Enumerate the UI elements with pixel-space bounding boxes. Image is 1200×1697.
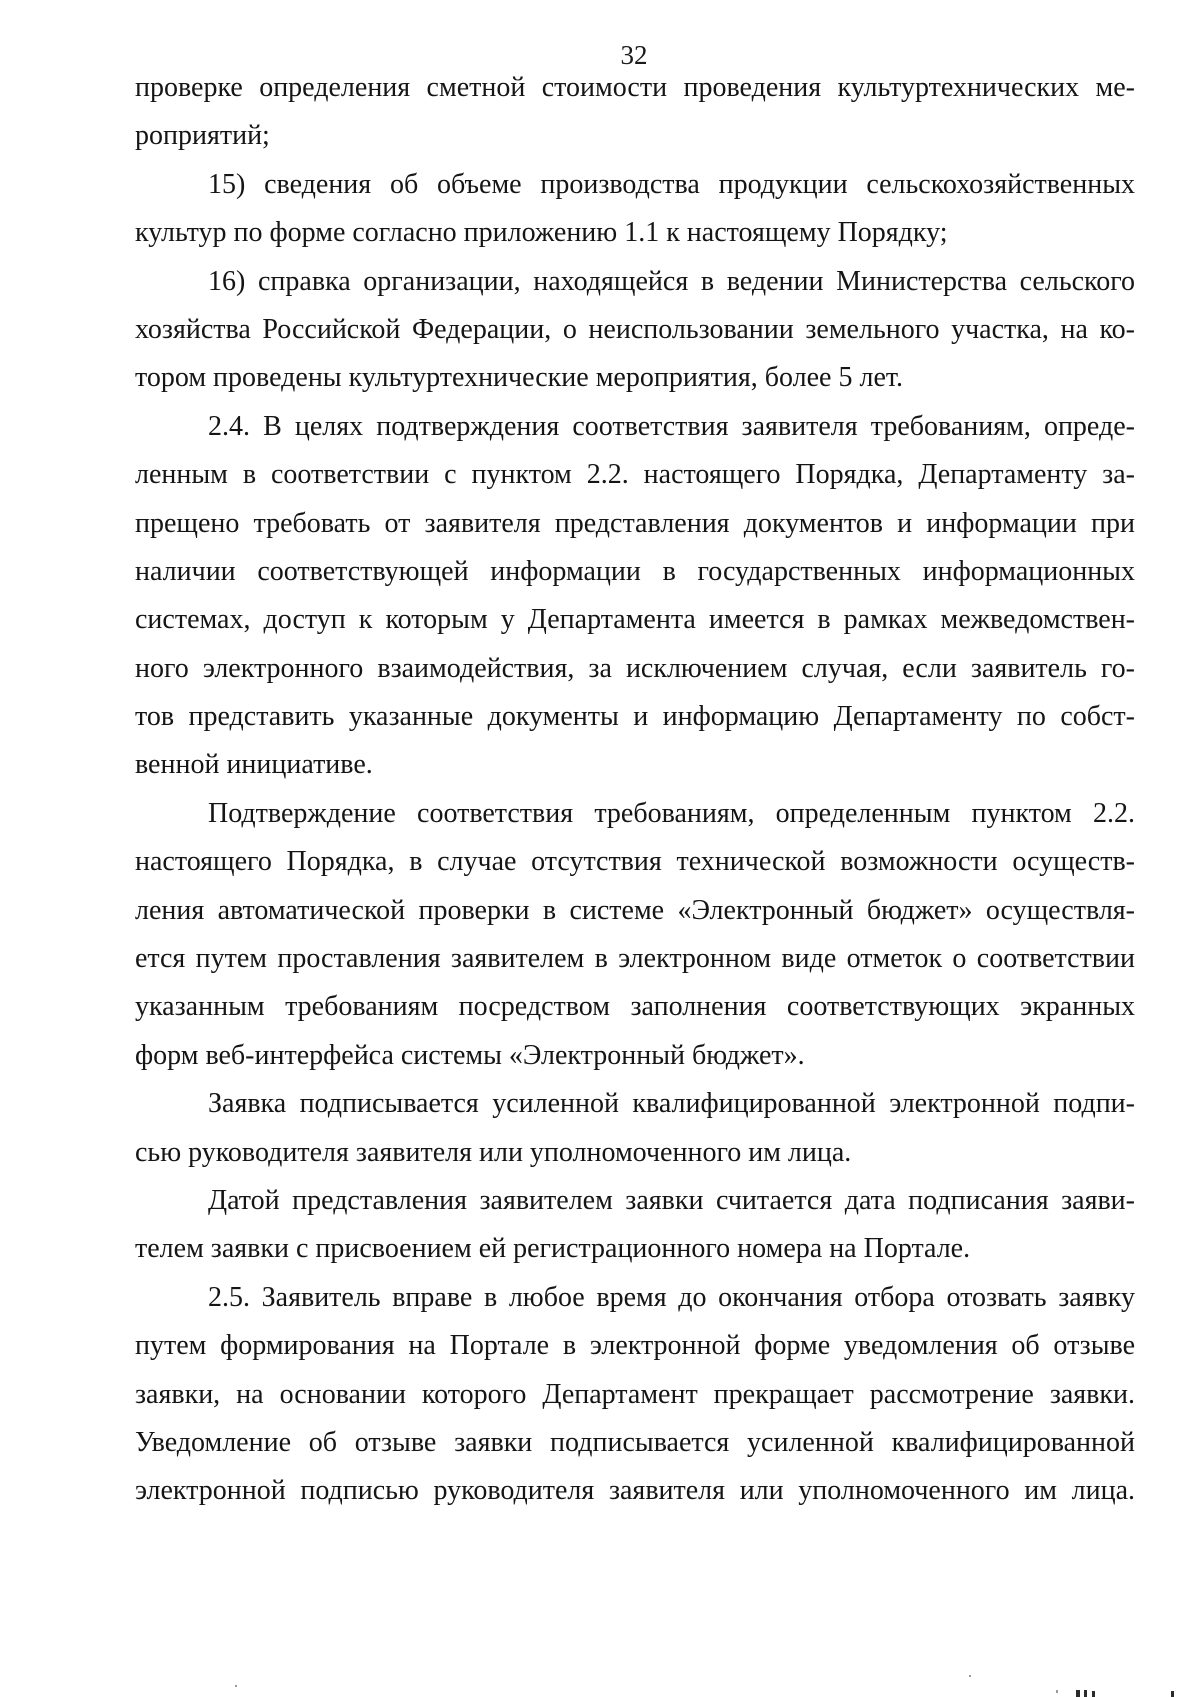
text-line: ного электронного взаимодействия, за исключением случая, если заявитель го-	[135, 652, 1135, 684]
scan-artifact	[1171, 1691, 1174, 1697]
text-line: 16) справка организации, находящейся в ведении Министерства сельского	[208, 265, 1135, 297]
text-line: системах, доступ к которым у Департамента имеется в рамках межведомствен-	[135, 604, 1135, 636]
text-body	[135, 64, 1135, 1516]
text-line: заявки, на основании которого Департамент прекращает рассмотрение заявки.	[135, 1378, 1135, 1410]
text-line: тов представить указанные документы и информацию Департаменту по собст-	[135, 701, 1135, 733]
text-line: ленным в соответствии с пунктом 2.2. настоящего Порядка, Департаменту за-	[135, 459, 1135, 491]
text-line: Уведомление об отзыве заявки подписывается усиленной квалифицированной	[135, 1426, 1135, 1458]
scan-artifact	[1076, 1690, 1080, 1697]
text-line: венной инициативе.	[135, 749, 373, 781]
text-line: 2.5. Заявитель вправе в любое время до окончания отбора отозвать заявку	[208, 1281, 1135, 1313]
text-line: 2.4. В целях подтверждения соответствия заявителя требованиям, опреде-	[208, 410, 1135, 442]
text-line: роприятий;	[135, 120, 270, 152]
text-line: проверке определения сметной стоимости проведения культуртехнических ме-	[135, 72, 1135, 103]
text-line: ления автоматической проверки в системе «Электронный бюджет» осуществля-	[135, 894, 1135, 926]
text-line: указанным требованиям посредством заполнения соответствующих экранных	[135, 991, 1135, 1023]
text-line: ется путем проставления заявителем в электронном виде отметок о соответствии	[135, 943, 1135, 975]
text-line: сью руководителя заявителя или уполномоченного им лица.	[135, 1136, 852, 1168]
text-line: 15) сведения об объеме производства продукции сельскохозяйственных	[208, 168, 1135, 200]
scan-artifact	[1092, 1691, 1095, 1697]
page-number: 32	[620, 40, 648, 70]
text-line: настоящего Порядка, в случае отсутствия технической возможности осуществ-	[135, 846, 1135, 878]
text-line: электронной подписью руководителя заявителя или уполномоченного им лица.	[135, 1475, 1135, 1507]
text-line: телем заявки с присвоением ей регистрационного номера на Портале.	[135, 1233, 971, 1265]
text-line: наличии соответствующей информации в государственных информационных	[135, 555, 1135, 587]
text-line: Подтверждение соответствия требованиям, определенным пунктом 2.2.	[208, 797, 1135, 829]
text-line: Заявка подписывается усиленной квалифицированной электронной подпи-	[208, 1088, 1135, 1120]
scan-artifact	[969, 1675, 971, 1677]
text-line: прещено требовать от заявителя представления документов и информации при	[135, 507, 1135, 539]
scan-artifact	[1056, 1690, 1058, 1693]
text-line: культур по форме согласно приложению 1.1 к настоящему Порядку;	[135, 217, 948, 249]
text-line: форм веб-интерфейса системы «Электронный бюджет».	[135, 1039, 805, 1071]
text-line: путем формирования на Портале в электронной форме уведомления об отзыве	[135, 1330, 1135, 1362]
scan-artifact	[235, 1685, 237, 1687]
text-line: тором проведены культуртехнические мероприятия, более 5 лет.	[135, 362, 904, 394]
text-line: хозяйства Российской Федерации, о неиспользовании земельного участка, на ко-	[135, 313, 1135, 345]
text-line: Датой представления заявителем заявки считается дата подписания заяви-	[208, 1184, 1135, 1216]
scan-artifact	[1084, 1690, 1087, 1697]
